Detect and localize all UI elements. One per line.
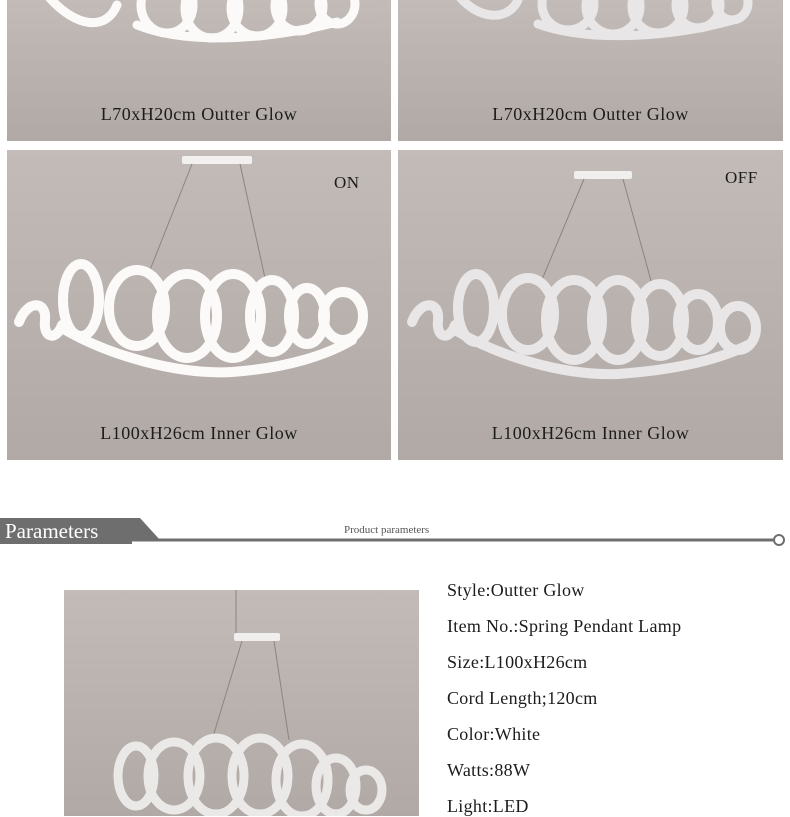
product-photo-inner-glow-off xyxy=(398,150,783,460)
photo-caption: L100xH26cm Inner Glow xyxy=(491,423,690,443)
spiral-lamp-image xyxy=(398,150,783,460)
status-tag-on: ON xyxy=(334,173,360,192)
spiral-lamp-image xyxy=(7,150,391,460)
spec-light: Light:LED xyxy=(447,796,529,816)
photo-caption: L100xH26cm Inner Glow xyxy=(100,423,298,443)
spec-watts: Watts:88W xyxy=(447,760,531,780)
spec-color: Color:White xyxy=(447,724,541,744)
product-photo-outter-glow-off xyxy=(398,0,783,141)
spec-item-no: Item No.:Spring Pendant Lamp xyxy=(447,616,682,636)
spec-style: Style:Outter Glow xyxy=(447,580,585,600)
photo-caption: L70xH20cm Outter Glow xyxy=(100,104,298,124)
status-tag-off: OFF xyxy=(725,168,758,187)
section-title: Parameters xyxy=(0,518,132,544)
section-subtitle: Product parameters xyxy=(344,524,430,536)
product-photo-inner-glow-on xyxy=(7,150,391,460)
product-photo-main xyxy=(64,590,419,816)
spec-size: Size:L100xH26cm xyxy=(447,652,588,672)
photo-caption: L70xH20cm Outter Glow xyxy=(492,104,689,124)
product-photo-outter-glow-on xyxy=(7,0,391,141)
spec-cord-length: Cord Length;120cm xyxy=(447,688,598,708)
spiral-lamp-image xyxy=(64,590,419,816)
